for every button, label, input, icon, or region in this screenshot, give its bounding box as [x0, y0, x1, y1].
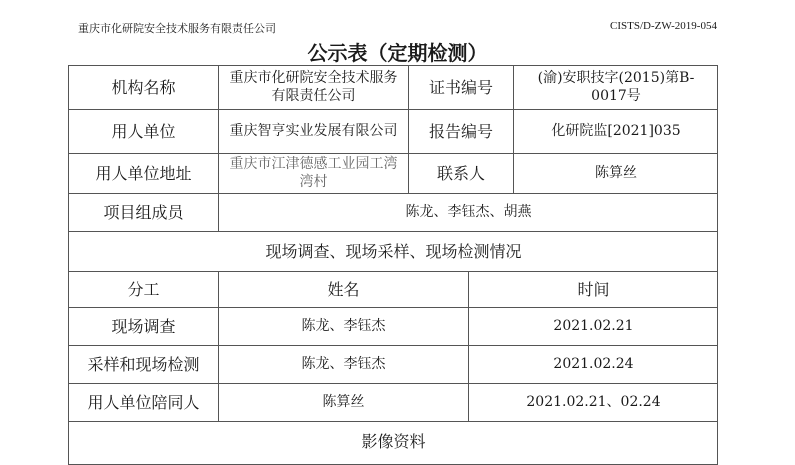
- employer-label: 用人单位: [69, 110, 219, 154]
- report-no-value: 化研院监[2021]035: [514, 110, 718, 154]
- contact-value: 陈算丝: [514, 154, 718, 194]
- row-time: 2021.02.21、02.24: [469, 384, 718, 422]
- row-role: 采样和现场检测: [69, 346, 219, 384]
- members-label: 项目组成员: [69, 194, 219, 232]
- publicity-table: [68, 65, 718, 465]
- column-name: 姓名: [219, 272, 469, 308]
- members-value: 陈龙、李钰杰、胡燕: [219, 194, 718, 232]
- images-title: 影像资料: [361, 432, 426, 451]
- contact-label: 联系人: [409, 154, 514, 194]
- row-role: 现场调查: [69, 308, 219, 346]
- row-role: 用人单位陪同人: [69, 384, 219, 422]
- cert-no-label: 证书编号: [409, 66, 514, 110]
- row-time: 2021.02.24: [469, 346, 718, 384]
- header-doc-code: CISTS/D-ZW-2019-054: [610, 20, 717, 32]
- section-title: 现场调查、现场采样、现场检测情况: [69, 232, 718, 272]
- cert-no-value: (渝)安职技字(2015)第B-0017号: [514, 66, 718, 110]
- column-role: 分工: [69, 272, 219, 308]
- org-name-value: 重庆市化研院安全技术服务有限责任公司: [219, 66, 409, 110]
- address-label: 用人单位地址: [69, 154, 219, 194]
- row-name: 陈龙、李钰杰: [219, 308, 469, 346]
- row-name: 陈算丝: [219, 384, 469, 422]
- employer-value: 重庆智亨实业发展有限公司: [219, 110, 409, 154]
- row-name: 陈龙、李钰杰: [219, 346, 469, 384]
- column-time: 时间: [469, 272, 718, 308]
- page-title: 公示表（定期检测）: [307, 41, 488, 65]
- header-company: 重庆市化研院安全技术服务有限责任公司: [78, 22, 276, 35]
- address-value: 重庆市江津德感工业园工湾湾村: [219, 154, 409, 194]
- report-no-label: 报告编号: [409, 110, 514, 154]
- org-name-label: 机构名称: [69, 66, 219, 110]
- row-time: 2021.02.21: [469, 308, 718, 346]
